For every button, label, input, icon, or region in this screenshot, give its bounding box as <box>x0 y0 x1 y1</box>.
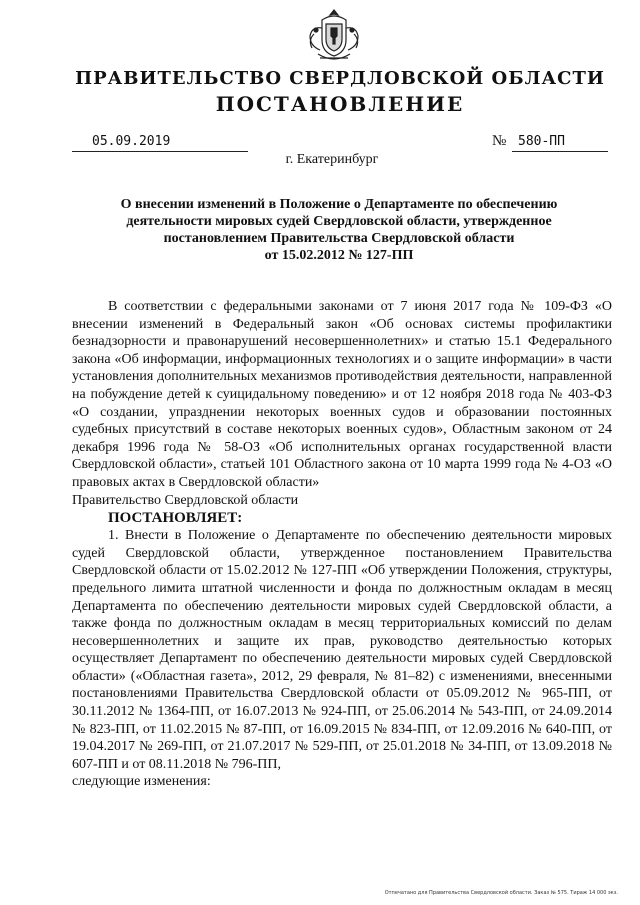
item-1-paragraph: 1. Внести в Положение о Департаменте по обеспечению деятельности мировых судей Свердловской области, утвержденное постановлением Правительства Свердловской области от 15.02.2012 № 127-ПП «Об утверждении Положения, структуры, предельного лимита штатной численности и фонда по должностным окладам в месяц Департамента по обеспечению деятельности мировых судей Свердловской области, а также фонда по должностным окладам в месяц территориальных комиссий по делам несовершеннолетних и защите их прав, руководство деятельностью которых осуществляет Департамент по обеспечению деятельности мировых судей Свердловской области» («Областная газета», 2012, 29 февраля, № 81–82) с изменениями, внесенными постановлениями Правительства Свердловской области от 05.09.2012 № 965-ПП, от 30.11.2012 № 1364-ПП, от 16.07.2013 № 924-ПП, от 25.06.2014 № 543-ПП, от 24.09.2014 № 823-ПП, от 11.02.2015 № 87-ПП, от 16.09.2015 № 834-ПП, от 12.09.2016 № 640-ПП, от 19.04.2017 № 269-ПП, от 21.07.2017 № 529-ПП, от 25.01.2018 № 34-ПП, от 13.09.2018 № 607-ПП и от 08.11.2018 № 796-ПП, <box>72 528 612 772</box>
title-line-1: О внесении изменений в Положение о Департаменте по обеспечению <box>120 197 558 212</box>
preamble-paragraph: В соответствии с федеральными законами от 7 июня 2017 года № 109-ФЗ «О внесении изменений в Федеральный закон «Об основах системы профилактики безнадзорности и правонарушений несовершеннолетних» и статью 15.1 Федерального закона «Об информации, информационных технологиях и о защите информации» в части установления дополнительных механизмов противодействия деятельности, направленной на побуждение детей к суицидальному поведению» и от 12 ноября 2018 года № 403-ФЗ «О создании, упразднении некоторых военных судов и образовании постоянных судебных присутствий в составе некоторых военных судов», Областным законом от 24 декабря 1996 года № 58-ОЗ «Об исполнительных органах государственной власти Свердловской области», статьей 101 Областного закона от 10 марта 1999 года № 4-ОЗ «О правовых актах в Свердловской области» <box>72 299 612 490</box>
document-date: 05.09.2019 <box>92 134 171 149</box>
document-body <box>72 298 612 791</box>
city-name: г. Екатеринбург <box>285 152 379 167</box>
item-1-end: следующие изменения: <box>72 774 211 790</box>
title-line-4: от 15.02.2012 № 127-ПП <box>264 248 414 263</box>
coat-of-arms-emblem <box>302 6 366 68</box>
document-title <box>96 196 582 264</box>
resolve-heading: ПОСТАНОВЛЯЕТ: <box>108 510 243 527</box>
document-type: ПОСТАНОВЛЕНИЕ <box>215 92 465 116</box>
title-line-3: постановлением Правительства Свердловской области <box>163 231 515 246</box>
print-footer-note: Отпечатано для Правительства Свердловской области. Заказ № 575. Тираж 14 000 экз. <box>384 890 618 896</box>
number-sign: № <box>492 133 507 149</box>
preamble-end: Правительство Свердловской области <box>72 492 299 508</box>
document-number: 580-ПП <box>518 134 565 149</box>
title-line-2: деятельности мировых судей Свердловской области, утвержденное <box>126 214 552 229</box>
organization-name: ПРАВИТЕЛЬСТВО СВЕРДЛОВСКОЙ ОБЛАСТИ <box>75 68 605 89</box>
